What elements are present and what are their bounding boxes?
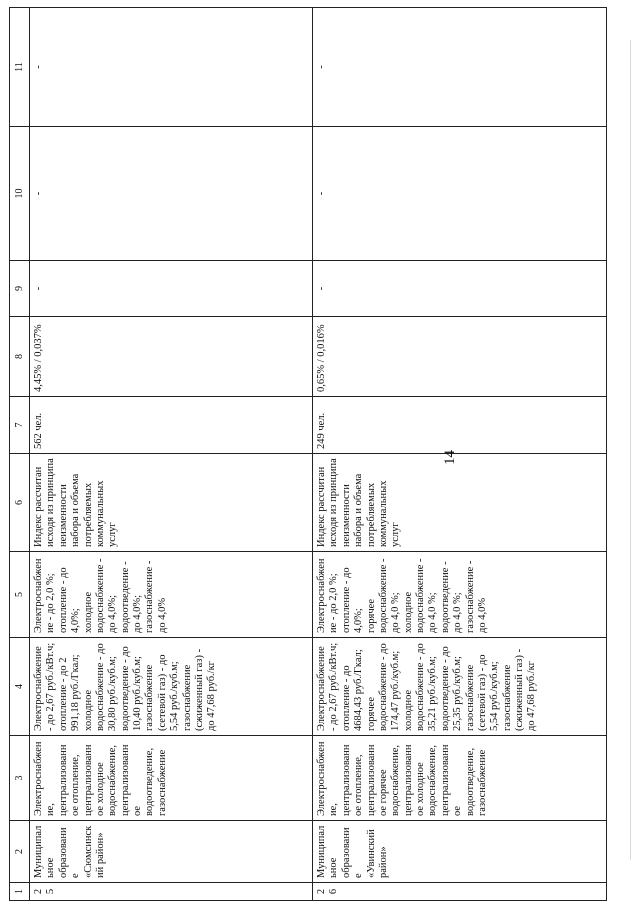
scan-artifact: [630, 40, 631, 860]
table-header-row: [10, 8, 30, 901]
column-header: 10: [10, 127, 30, 261]
municipality-cell: Муниципальное образование «Сюмсинский район»: [30, 821, 313, 883]
municipality-cell: Муниципальное образование «Увинский район»: [313, 821, 607, 883]
col10-cell: -: [313, 127, 607, 261]
table-row: [313, 8, 607, 901]
column-header: 7: [10, 397, 30, 454]
justification-cell: Индекс рассчитан исходя из принципа неизменности набора и объема потребляемых коммунальных услуг: [30, 454, 313, 552]
column-header: 1: [10, 883, 30, 901]
growth-index-cell: Электроснабжение - до 2,0 %; отопление - до 4,0%; холодное водоснабжение - до 4,0%; водоотведение - до 4,0%; газоснабжение - до 4,0%: [30, 552, 313, 638]
column-header: 5: [10, 552, 30, 638]
column-header: 4: [10, 638, 30, 736]
column-header: 8: [10, 317, 30, 397]
share-cell: 4,45% / 0,037%: [30, 317, 313, 397]
col11-cell: -: [313, 8, 607, 127]
column-header: 6: [10, 454, 30, 552]
page-number: 14: [442, 450, 458, 465]
services-cell: Электроснабжение, централизованное отопление, централизованное холодное водоснабжение, централизованное водоотведение, газоснабжение: [30, 736, 313, 821]
growth-index-cell: Электроснабжение - до 2,0 %; отопление - до 4,0%; горячее водоснабжение - до 4,0 %; холодное водоснабжение - до 4,0 %; водоотведение - до 4,0 %; газоснабжение - до 4,0%: [313, 552, 607, 638]
share-cell: 0,65% / 0,016%: [313, 317, 607, 397]
col9-cell: -: [30, 261, 313, 317]
tariffs-cell: Электроснабжение - до 2,67 руб./кВт.ч; отопление - до 4684,43 руб./Гкал; горячее водоснабжение - до 174,47 руб./куб.м; холодное водоснабжение - до 35,21 руб./куб.м; водоотведение - до 25,35 руб./куб.м; газоснабжение (сетевой газ) - до 5,54 руб./куб.м; газоснабжение (сжиженный газ) - до 47,68 руб./кг: [313, 638, 607, 736]
population-cell: 562 чел.: [30, 397, 313, 454]
column-header: 9: [10, 261, 30, 317]
tariff-table: [9, 7, 607, 901]
justification-cell: Индекс рассчитан исходя из принципа неизменности набора и объема потребляемых коммунальных услуг: [313, 454, 607, 552]
column-header: 11: [10, 8, 30, 127]
services-cell: Электроснабжение, централизованное отопление, централизованное горячее водоснабжение, централизованное холодное водоснабжение, централизованное водоотведение, газоснабжение: [313, 736, 607, 821]
column-header: 2: [10, 821, 30, 883]
row-number: 25: [30, 883, 313, 901]
row-number: 26: [313, 883, 607, 901]
col11-cell: -: [30, 8, 313, 127]
tariffs-cell: Электроснабжение - до 2,67 руб./кВт.ч; отопление - до 2 991,18 руб./Гкал; холодное водоснабжение - до 30,80 руб./куб.м; водоотведение - до 10,40 руб./куб.м; газоснабжение (сетевой газ) - до 5,54 руб./куб.м; газоснабжение (сжиженный газ) - до 47,68 руб./кг: [30, 638, 313, 736]
col9-cell: -: [313, 261, 607, 317]
column-header: 3: [10, 736, 30, 821]
population-cell: 249 чел.: [313, 397, 607, 454]
table-row: [30, 8, 313, 901]
col10-cell: -: [30, 127, 313, 261]
